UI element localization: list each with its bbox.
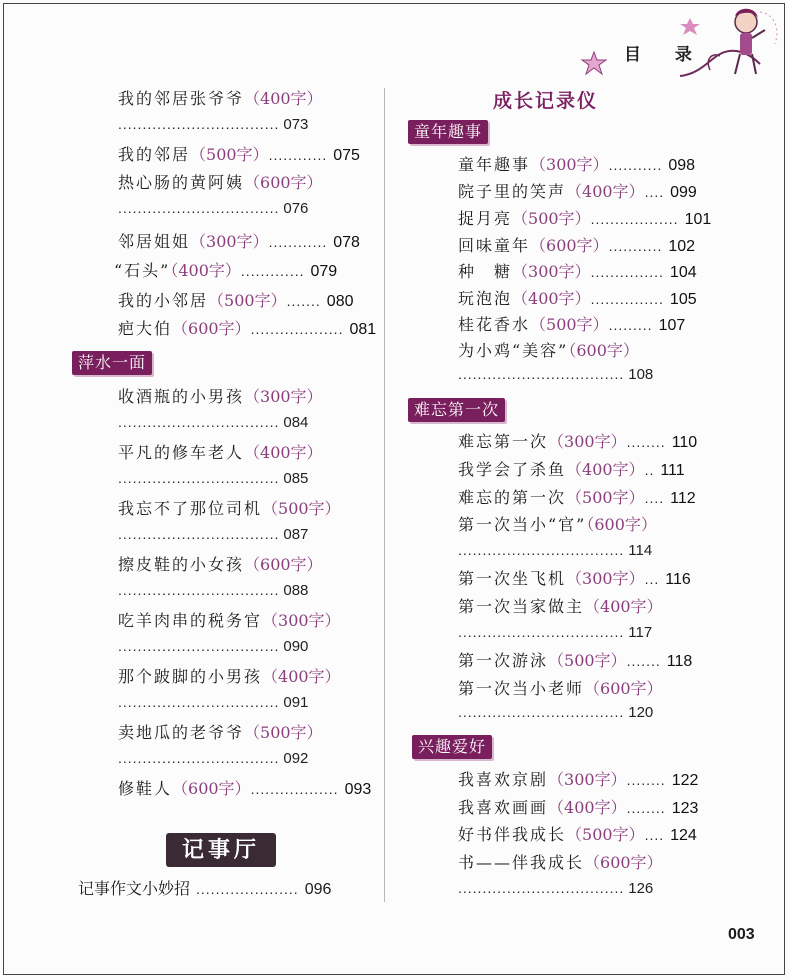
- toc-leader: ................................. 085: [118, 470, 309, 487]
- entry-title: 第一次当小老师: [458, 679, 585, 698]
- entry-page: 126: [628, 880, 654, 897]
- entry-page: 111: [660, 462, 685, 479]
- entry-title: 那个跛脚的小男孩: [118, 667, 263, 686]
- entry-title: 桂花香水: [458, 315, 531, 334]
- toc-entry[interactable]: 我喜欢画画（400字）........ 123: [458, 798, 699, 817]
- toc-leader: .................................. 114: [458, 542, 653, 559]
- toc-leader: ................................. 091: [118, 694, 309, 711]
- toc-entry[interactable]: 桂花香水（500字）......... 107: [458, 315, 686, 334]
- entry-count: （600字）: [568, 341, 639, 360]
- toc-entry[interactable]: [118, 608, 341, 631]
- entry-page: 118: [666, 653, 693, 670]
- section-tag[interactable]: 童年趣事: [408, 120, 488, 144]
- entry-title: 修鞋人: [118, 779, 173, 798]
- entry-title: 吃羊肉串的税务官: [118, 611, 263, 630]
- entry-page: 096: [304, 881, 332, 898]
- entry-title: 第一次当家做主: [458, 597, 585, 616]
- toc-entry[interactable]: 第一次坐飞机（300字）... 116: [458, 569, 691, 588]
- entry-page: 075: [333, 147, 360, 164]
- entry-count: （400字）: [262, 667, 341, 686]
- entry-title: “石头”: [114, 261, 171, 280]
- entry-count: （600字）: [584, 853, 663, 872]
- entry-count: （400字）: [244, 443, 323, 462]
- entry-title: 我忘不了那位司机: [118, 499, 263, 518]
- entry-page: 102: [668, 238, 696, 255]
- toc-entry[interactable]: [118, 86, 323, 109]
- entry-page: 081: [349, 321, 377, 338]
- entry-page: 099: [670, 184, 697, 201]
- toc-entry[interactable]: [458, 594, 663, 617]
- entry-page: 124: [670, 827, 697, 844]
- entry-page: 104: [669, 264, 697, 281]
- section-heading[interactable]: 成长记录仪: [493, 90, 599, 112]
- entry-count: （500字）: [512, 209, 591, 228]
- toc-leader: ................................. 073: [118, 116, 309, 133]
- entry-page: 107: [658, 317, 686, 334]
- entry-title: 第一次游泳: [458, 651, 549, 670]
- entry-title: 为小鸡“美容”: [458, 341, 569, 360]
- toc-entry[interactable]: 我学会了杀鱼（400字）.. 111: [458, 460, 685, 479]
- entry-page: 098: [668, 157, 696, 174]
- toc-entry[interactable]: [458, 676, 663, 699]
- entry-title: 收酒瓶的小男孩: [118, 387, 245, 406]
- toc-entry[interactable]: [458, 512, 657, 535]
- toc-entry[interactable]: “石头”（400字）............. 079: [114, 261, 338, 280]
- toc-leader: ................................. 088: [118, 582, 309, 599]
- toc-entry[interactable]: [458, 338, 639, 361]
- entry-title: 好书伴我成长: [458, 825, 567, 844]
- entry-count: （600字）: [584, 679, 663, 698]
- entry-page: 117: [628, 624, 653, 641]
- toc-entry[interactable]: [118, 496, 341, 519]
- entry-count: （400字）: [566, 182, 645, 201]
- entry-page: 105: [669, 291, 697, 308]
- entry-page: 116: [665, 571, 691, 588]
- entry-title: 我喜欢画画: [458, 798, 549, 817]
- toc-leader: .................................. 126: [458, 880, 654, 897]
- entry-count: （600字）: [530, 236, 609, 255]
- toc-leader: ................................. 087: [118, 526, 309, 543]
- entry-title: 第一次坐飞机: [458, 569, 567, 588]
- toc-entry[interactable]: [118, 170, 323, 193]
- entry-page: 087: [283, 526, 309, 543]
- toc-leader: .................................. 120: [458, 704, 654, 721]
- toc-entry[interactable]: 童年趣事（300字）........... 098: [458, 155, 696, 174]
- entry-count: （400字）: [548, 798, 627, 817]
- entry-title: 种 糖: [458, 262, 513, 281]
- entry-page: 093: [344, 781, 372, 798]
- entry-count: （400字）: [584, 597, 663, 616]
- toc-leader: ................................. 090: [118, 638, 309, 655]
- entry-page: 101: [684, 211, 712, 228]
- entry-title: 难忘的第一次: [458, 488, 567, 507]
- entry-page: 080: [326, 293, 354, 310]
- toc-entry[interactable]: [118, 384, 323, 407]
- entry-count: （500字）: [244, 723, 323, 742]
- toc-entry[interactable]: [118, 552, 323, 575]
- toc-leader: ................................. 092: [118, 750, 309, 767]
- entry-page: 076: [283, 200, 309, 217]
- entry-count: （500字）: [208, 291, 287, 310]
- toc-entry[interactable]: 我的邻居（500字）............ 075: [118, 145, 360, 164]
- entry-page: 092: [283, 750, 309, 767]
- entry-title: 我学会了杀鱼: [458, 460, 567, 479]
- entry-title: 热心肠的黄阿姨: [118, 173, 245, 192]
- section-tag[interactable]: 难忘第一次: [408, 398, 505, 422]
- entry-title: 我的邻居张爷爷: [118, 89, 245, 108]
- entry-count: （500字）: [530, 315, 609, 334]
- entry-title: 卖地瓜的老爷爷: [118, 723, 245, 742]
- entry-count: （500字）: [566, 488, 645, 507]
- entry-count: （400字）: [566, 460, 645, 479]
- page-title: 目 录: [624, 45, 706, 65]
- entry-count: （300字）: [566, 569, 645, 588]
- entry-title: 捉月亮: [458, 209, 513, 228]
- entry-title: 疤大伯: [118, 319, 173, 338]
- entry-count: （300字）: [512, 262, 591, 281]
- star-icon: [582, 52, 606, 74]
- entry-count: （400字）: [512, 289, 591, 308]
- entry-count: （600字）: [244, 555, 323, 574]
- toc-entry[interactable]: 难忘第一次（300字）........ 110: [458, 432, 698, 451]
- entry-title: 第一次当小“官”: [458, 515, 587, 534]
- toc-entry[interactable]: 种 糖（300字）............... 104: [458, 262, 697, 281]
- entry-title: 我喜欢京剧: [458, 770, 549, 789]
- entry-count: （600字）: [586, 515, 657, 534]
- entry-title: 平凡的修车老人: [118, 443, 245, 462]
- entry-count: （300字）: [548, 432, 627, 451]
- toc-leader: ................................. 076: [118, 200, 309, 217]
- toc-entry[interactable]: 记事作文小妙招 ..................... 096: [78, 879, 332, 898]
- toc-entry[interactable]: 回味童年（600字）........... 102: [458, 236, 696, 255]
- entry-page: 120: [628, 704, 654, 721]
- entry-title: 邻居姐姐: [118, 232, 191, 251]
- toc-entry[interactable]: [118, 664, 341, 687]
- entry-title: 院子里的笑声: [458, 182, 567, 201]
- entry-page: 108: [628, 366, 654, 383]
- entry-count: （600字）: [172, 319, 251, 338]
- entry-count: （400字）: [244, 89, 323, 108]
- column-divider: [384, 88, 385, 902]
- toc-entry[interactable]: 院子里的笑声（400字）.... 099: [458, 182, 697, 201]
- toc-entry[interactable]: 修鞋人（600字）.................. 093: [118, 779, 372, 798]
- part-heading[interactable]: 记事厅: [166, 833, 276, 867]
- entry-count: （300字）: [244, 387, 323, 406]
- toc-entry[interactable]: [118, 720, 323, 743]
- entry-count: （300字）: [262, 611, 341, 630]
- entry-title: 回味童年: [458, 236, 531, 255]
- entry-page: 078: [333, 234, 360, 251]
- entry-count: （600字）: [244, 173, 323, 192]
- toc-leader: .................................. 117: [458, 624, 653, 641]
- toc-entry[interactable]: 疤大伯（600字）................... 081: [118, 319, 377, 338]
- toc-entry[interactable]: [458, 850, 663, 873]
- entry-page: 091: [283, 694, 309, 711]
- page-number: 003: [728, 926, 755, 943]
- entry-title: 擦皮鞋的小女孩: [118, 555, 245, 574]
- toc-entry[interactable]: 我的小邻居（500字）....... 080: [118, 291, 354, 310]
- entry-page: 123: [671, 800, 699, 817]
- entry-page: 088: [283, 582, 309, 599]
- entry-count: （600字）: [172, 779, 251, 798]
- entry-title: 我的邻居: [118, 145, 191, 164]
- entry-title: 书——伴我成长: [458, 853, 585, 872]
- entry-page: 084: [283, 414, 309, 431]
- entry-title: 玩泡泡: [458, 289, 513, 308]
- toc-entry[interactable]: 第一次游泳（500字）....... 118: [458, 651, 693, 670]
- section-tag[interactable]: 萍水一面: [72, 351, 152, 375]
- entry-page: 079: [310, 263, 338, 280]
- toc-leader: ................................. 084: [118, 414, 309, 431]
- entry-page: 112: [670, 490, 696, 507]
- entry-title: 我的小邻居: [118, 291, 209, 310]
- entry-count: （300字）: [548, 770, 627, 789]
- entry-count: （300字）: [530, 155, 609, 174]
- toc-entry[interactable]: 邻居姐姐（300字）............ 078: [118, 232, 360, 251]
- entry-count: （500字）: [190, 145, 269, 164]
- toc-entry[interactable]: 难忘的第一次（500字）.... 112: [458, 488, 696, 507]
- entry-count: （400字）: [170, 261, 241, 280]
- entry-page: 090: [283, 638, 309, 655]
- toc-entry[interactable]: 玩泡泡（400字）............... 105: [458, 289, 697, 308]
- toc-entry[interactable]: 捉月亮（500字）.................. 101: [458, 209, 712, 228]
- entry-page: 110: [671, 434, 698, 451]
- toc-entry[interactable]: [118, 440, 323, 463]
- entry-count: （500字）: [548, 651, 627, 670]
- entry-page: 073: [283, 116, 309, 133]
- entry-count: （300字）: [190, 232, 269, 251]
- toc-entry[interactable]: 我喜欢京剧（300字）........ 122: [458, 770, 699, 789]
- entry-page: 122: [671, 772, 699, 789]
- toc-leader: .................................. 108: [458, 366, 654, 383]
- entry-title: 难忘第一次: [458, 432, 549, 451]
- entry-page: 114: [628, 542, 653, 559]
- entry-title: 童年趣事: [458, 155, 531, 174]
- toc-entry[interactable]: 好书伴我成长（500字）.... 124: [458, 825, 697, 844]
- entry-title: 记事作文小妙招: [78, 879, 191, 898]
- entry-page: 085: [283, 470, 309, 487]
- section-tag[interactable]: 兴趣爱好: [412, 735, 492, 759]
- entry-count: （500字）: [262, 499, 341, 518]
- entry-count: （500字）: [566, 825, 645, 844]
